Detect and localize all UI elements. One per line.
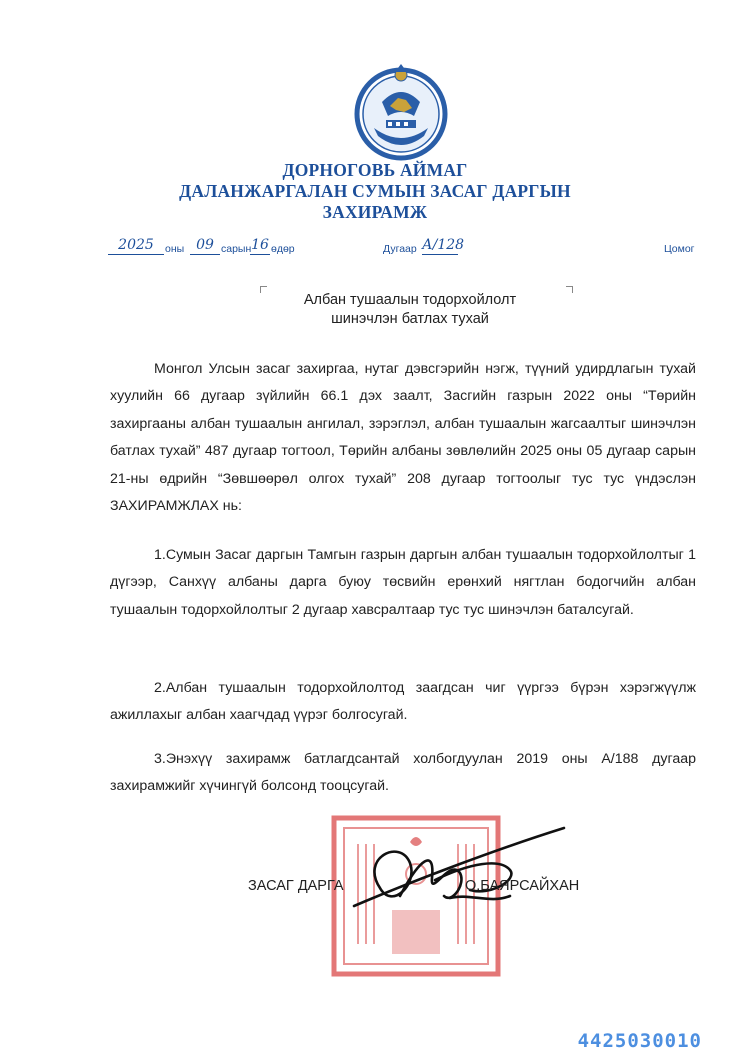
body-intro-paragraph: Монгол Улсын засаг захиргаа, нутаг дэвсгэрийн нэгж, түүний удирдлагын тухай хуулийн 66 дугаар зүйлийн 66.1 дэх заалт, Засгийн газрын 2022 оны “Төрийн захиргааны албан тушаалын ангилал, зэрэглэл, албан тушаалын жагсаалтыг шинэчлэн батлах тухай” 487 дугаар тогтоол, Төрийн албаны зөвлөлийн 2025 оны 05 дугаар сарын 21-ны өдрийн “Зөвшөөрөл олгох тухай” 208 дугаар тогтоолыг тус тус үндэслэн ЗАХИРАМЖЛАХ нь: [110,361,696,515]
heading-decree: ЗАХИРАМЖ [322,202,428,222]
date-year-value: 2025 [108,236,164,255]
heading-governor: ДАЛАНЖАРГАЛАН СУМЫН ЗАСАГ ДАРГЫН [179,181,571,201]
decree-number-value: А/128 [422,237,465,253]
handwritten-signature [340,818,570,928]
signatory-title: ЗАСАГ ДАРГА [248,878,344,894]
state-emblem-icon [352,62,450,162]
body-item-3: 3.Энэхүү захирамж батлагдсантай холбогдуулан 2019 оны А/188 дугаар захирамжийг хүчингүй болсонд тооцсугай. [110,751,696,795]
date-month-value: 09 [190,236,220,255]
date-day-label: өдөр [271,243,295,255]
signatory-name: О.БАЯРСАЙХАН [465,878,580,894]
body-item-2: 2.Албан тушаалын тодорхойлолтод заагдсан чиг үүргээ бүрэн хэрэгжүүлж ажиллахыг албан хаагчдад үүрэг болгосугай. [110,680,696,724]
document-code: 4425030010 [577,1030,702,1052]
place-label: Цомог [664,243,695,255]
body-item-1: 1.Сумын Засаг даргын Тамгын газрын даргын албан тушаалын тодорхойлолтыг 1 дүгээр, Санхүү албаны дарга буюу төсвийн ерөнхий нягтлан бодогчийн албан тушаалын тодорхойлолтыг 2 дугаар хавсралтаар тус тус шинэчлэн баталсугай. [110,547,696,618]
decree-number-label: Дугаар [383,243,417,255]
subject-line-1: Албан тушаалын тодорхойлолт [303,292,517,308]
heading-province: ДОРНОГОВЬ АЙМАГ [282,160,468,180]
date-day-value: 16 [251,237,269,253]
date-month-label: сарын [221,243,252,255]
subject-line-2: шинэчлэн батлах тухай [331,311,489,327]
date-year-label: оны [165,243,185,255]
